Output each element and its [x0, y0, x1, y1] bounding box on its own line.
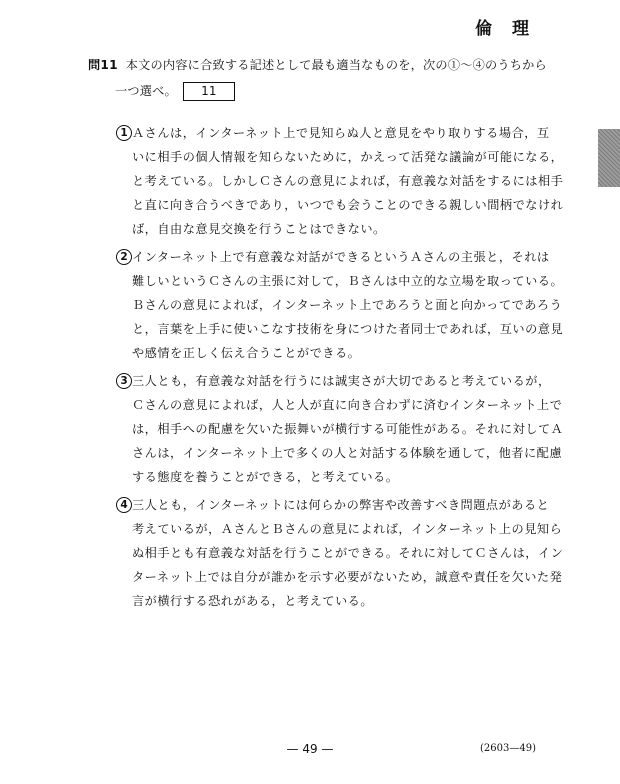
option-line: いに相手の個人情報を知らないために，かえって活発な議論が可能になる，	[132, 150, 564, 164]
option-line: と直に向き合うべきであり，いつでも会うことのできる親しい間柄でなけれ	[132, 198, 564, 212]
option-2[interactable]	[118, 245, 564, 365]
option-line: インターネット上で有意義な対話ができるというＡさんの主張と，それは	[132, 250, 550, 264]
question-line-2	[115, 78, 548, 104]
subject-title: 倫 理	[475, 19, 536, 39]
option-line: 言が横行する恐れがある，と考えている。	[132, 594, 374, 608]
option-line: 考えているが，ＡさんとＢさんの意見によれば，インターネット上の見知ら	[132, 522, 563, 536]
question-block	[88, 52, 548, 104]
option-line: 三人とも，インターネットには何らかの弊害や改善すべき問題点があると	[132, 498, 550, 512]
option-line: は，相手への配慮を欠いた振舞いが横行する可能性がある。それに対してＡ	[132, 422, 564, 436]
page-number: — 49 —	[286, 742, 334, 756]
option-line: する態度を養うことができる，と考えている。	[132, 470, 399, 484]
option-marker: 3	[116, 373, 132, 389]
question-text-1: 本文の内容に合致する記述として最も適当なものを，次の①～④のうちから	[125, 58, 547, 72]
option-line: Ｂさんの意見によれば，インターネット上であろうと面と向かってであろう	[132, 298, 563, 312]
option-line: と，言葉を上手に使いこなす技術を身につけた者同士であれば，互いの意見	[132, 322, 564, 336]
option-1[interactable]	[118, 121, 564, 241]
option-marker: 2	[116, 249, 132, 265]
option-line: 三人とも，有意義な対話を行うには誠実さが大切であると考えているが，	[132, 374, 551, 388]
option-line: Ｃさんの意見によれば，人と人が直に向き合わずに済むインターネット上で	[132, 398, 563, 412]
option-marker: 4	[116, 497, 132, 513]
option-line: ば，自由な意見交換を行うことはできない。	[132, 222, 386, 236]
question-line-1	[88, 52, 548, 78]
thumb-index-tab	[598, 129, 620, 187]
option-line: 難しいというＣさんの主張に対して，Ｂさんは中立的な立場を取っている。	[132, 274, 564, 288]
question-text-2: 一つ選べ。	[115, 84, 177, 98]
page-code: (2603—49)	[480, 743, 536, 754]
answer-box[interactable]: 11	[183, 82, 235, 101]
option-line: や感情を正しく伝え合うことができる。	[132, 346, 361, 360]
option-4[interactable]	[118, 493, 564, 613]
option-line: さんは，インターネット上で多くの人と対話する体験を通して，他者に配慮	[132, 446, 563, 460]
option-line: と考えている。しかしＣさんの意見によれば，有意義な対話をするには相手	[132, 174, 564, 188]
option-line: ぬ相手とも有意義な対話を行うことができる。それに対してＣさんは，イン	[132, 546, 564, 560]
option-line: ターネット上では自分が誰かを示す必要がないため，誠意や責任を欠いた発	[132, 570, 563, 584]
question-number: 問11	[88, 58, 118, 72]
option-3[interactable]	[118, 369, 564, 489]
option-marker: 1	[116, 125, 132, 141]
options-list	[118, 121, 564, 617]
option-line: Ａさんは，インターネット上で見知らぬ人と意見をやり取りする場合，互	[132, 126, 550, 140]
